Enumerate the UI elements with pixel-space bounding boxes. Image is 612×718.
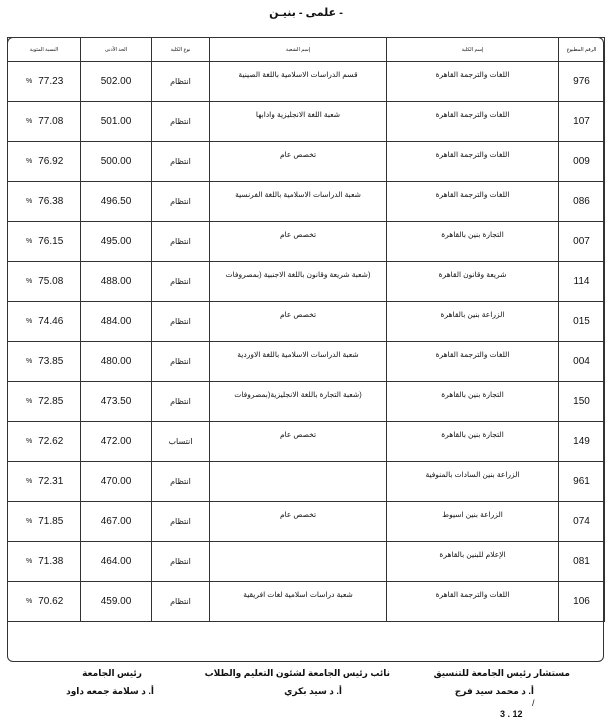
row-min-score: 500.00 (81, 142, 152, 182)
percent-value: 71.38 (38, 556, 64, 567)
percent-value: 76.15 (38, 236, 64, 247)
vp-title: نائب رئيس الجامعة لشئون التعليم والطلاب (204, 668, 390, 678)
row-division (210, 462, 387, 502)
row-min-score: 501.00 (81, 102, 152, 142)
header-code: الرقم المطبوع (559, 38, 605, 62)
percent-value: 71.85 (38, 516, 64, 527)
row-type: انتظام (152, 142, 210, 182)
row-type: انتظام (152, 262, 210, 302)
row-min-score: 473.50 (81, 382, 152, 422)
table-row (8, 62, 605, 102)
row-percent (8, 342, 81, 382)
row-percent (8, 182, 81, 222)
row-code: 081 (559, 542, 605, 582)
row-type: انتظام (152, 342, 210, 382)
row-division: تخصص عام (210, 222, 387, 262)
row-min-score: 496.50 (81, 182, 152, 222)
row-percent (8, 102, 81, 142)
table-row (8, 502, 605, 542)
table-row (8, 102, 605, 142)
table-row (8, 302, 605, 342)
table-row (8, 462, 605, 502)
row-code: 961 (559, 462, 605, 502)
percent-symbol: % (26, 198, 33, 205)
percent-value: 72.31 (38, 476, 64, 487)
row-percent (8, 382, 81, 422)
percent-value: 76.38 (38, 196, 64, 207)
row-division: تخصص عام (210, 502, 387, 542)
row-percent (8, 302, 81, 342)
row-type: انتظام (152, 102, 210, 142)
row-type: انتظام (152, 62, 210, 102)
row-college: التجارة بنين بالقاهرة (387, 422, 559, 462)
row-division (210, 542, 387, 582)
row-type: انتظام (152, 182, 210, 222)
percent-symbol: % (26, 78, 33, 85)
row-min-score: 502.00 (81, 62, 152, 102)
row-code: 007 (559, 222, 605, 262)
header-type: نوع الكلية (152, 38, 210, 62)
row-code: 086 (559, 182, 605, 222)
row-type: انتظام (152, 302, 210, 342)
percent-symbol: % (26, 518, 33, 525)
table-row (8, 222, 605, 262)
table-header-row (8, 38, 605, 62)
table-row (8, 262, 605, 302)
percent-value: 73.85 (38, 356, 64, 367)
row-type: انتظام (152, 382, 210, 422)
percent-symbol: % (26, 118, 33, 125)
header-percent: النسبة المئوية (8, 38, 81, 62)
percent-symbol: % (26, 558, 33, 565)
row-division: شعبة دراسات اسلامية لغات افريقية (210, 582, 387, 622)
percent-value: 77.08 (38, 116, 64, 127)
percent-value: 76.92 (38, 156, 64, 167)
row-college: التجارة بنين بالقاهرة (387, 222, 559, 262)
row-percent (8, 262, 81, 302)
row-percent (8, 222, 81, 262)
percent-symbol: % (26, 278, 33, 285)
percent-symbol: % (26, 238, 33, 245)
header-min-score: الحد الأدنى (81, 38, 152, 62)
row-division: قسم الدراسات الاسلامية باللغة الصينية (210, 62, 387, 102)
row-code: 114 (559, 262, 605, 302)
row-college: الزراعة بنين اسيوط (387, 502, 559, 542)
table-row (8, 542, 605, 582)
row-min-score: 495.00 (81, 222, 152, 262)
percent-symbol: % (26, 398, 33, 405)
row-code: 074 (559, 502, 605, 542)
coordinator-name: أ. د محمد سيد فرج (454, 686, 534, 696)
row-college: اللغات والترجمة القاهرة (387, 102, 559, 142)
row-college: التجارة بنين بالقاهرة (387, 382, 559, 422)
row-min-score: 484.00 (81, 302, 152, 342)
row-type: انتظام (152, 582, 210, 622)
percent-value: 72.85 (38, 396, 64, 407)
table-row (8, 142, 605, 182)
table-row (8, 582, 605, 622)
row-college: اللغات والترجمة القاهرة (387, 142, 559, 182)
table-row (8, 342, 605, 382)
percent-symbol: % (26, 158, 33, 165)
row-min-score: 488.00 (81, 262, 152, 302)
row-division: شعبة الدراسات الاسلامية باللغة الاوردية (210, 342, 387, 382)
row-division: تخصص عام (210, 302, 387, 342)
row-min-score: 459.00 (81, 582, 152, 622)
row-type: انتظام (152, 222, 210, 262)
row-college: اللغات والترجمة القاهرة (387, 582, 559, 622)
row-percent (8, 462, 81, 502)
row-type: انتساب (152, 422, 210, 462)
row-college: الزراعة بنين بالقاهرة (387, 302, 559, 342)
row-college: شريعة وقانون القاهرة (387, 262, 559, 302)
percent-value: 72.62 (38, 436, 64, 447)
row-percent (8, 142, 81, 182)
row-college: اللغات والترجمة القاهرة (387, 342, 559, 382)
coordinator-title: مستشار رئيس الجامعة للتنسيق (433, 668, 570, 678)
percent-symbol: % (26, 358, 33, 365)
vp-name: أ. د سيد بكري (284, 686, 342, 696)
row-college: اللغات والترجمة القاهرة (387, 62, 559, 102)
percent-value: 70.62 (38, 596, 64, 607)
row-percent (8, 502, 81, 542)
row-percent (8, 62, 81, 102)
row-division: (شعبة التجارة باللغة الانجليزية(بمصروفات (210, 382, 387, 422)
footer-slash: / (532, 698, 535, 708)
row-percent (8, 422, 81, 462)
row-college: اللغات والترجمة القاهرة (387, 182, 559, 222)
row-min-score: 472.00 (81, 422, 152, 462)
president-title: رئيس الجامعة (82, 668, 142, 678)
percent-symbol: % (26, 598, 33, 605)
header-college: إسم الكلية (387, 38, 559, 62)
row-type: انتظام (152, 542, 210, 582)
percent-symbol: % (26, 318, 33, 325)
row-code: 106 (559, 582, 605, 622)
row-division: تخصص عام (210, 422, 387, 462)
row-division: (شعبة شريعة وقانون باللغة الاجنبية (بمصروفات (210, 262, 387, 302)
row-percent (8, 542, 81, 582)
percent-symbol: % (26, 438, 33, 445)
row-college: الإعلام للبنين بالقاهرة (387, 542, 559, 582)
signature-names (0, 686, 612, 700)
row-min-score: 470.00 (81, 462, 152, 502)
page-title: - علمى - بنيـن (269, 7, 343, 19)
row-percent (8, 582, 81, 622)
row-division: تخصص عام (210, 142, 387, 182)
table-row (8, 422, 605, 462)
row-code: 015 (559, 302, 605, 342)
row-min-score: 467.00 (81, 502, 152, 542)
row-code: 004 (559, 342, 605, 382)
president-name: أ. د سلامة جمعه داود (66, 686, 154, 696)
row-code: 107 (559, 102, 605, 142)
results-table (7, 37, 605, 622)
row-division: شعبة اللغة الانجليزية وادابها (210, 102, 387, 142)
percent-symbol: % (26, 478, 33, 485)
row-division: شعبة الدراسات الاسلامية باللغة الفرنسية (210, 182, 387, 222)
row-code: 976 (559, 62, 605, 102)
row-type: انتظام (152, 462, 210, 502)
row-code: 009 (559, 142, 605, 182)
header-division: إسم الشعبة (210, 38, 387, 62)
percent-value: 77.23 (38, 76, 64, 87)
percent-value: 74.46 (38, 316, 64, 327)
row-min-score: 480.00 (81, 342, 152, 382)
table-row (8, 382, 605, 422)
row-min-score: 464.00 (81, 542, 152, 582)
footer-partial-text: 12 . 3 (500, 709, 523, 718)
table-row (8, 182, 605, 222)
row-college: الزراعة بنين السادات بالمنوفية (387, 462, 559, 502)
signature-titles (0, 668, 612, 682)
row-code: 149 (559, 422, 605, 462)
row-type: انتظام (152, 502, 210, 542)
row-code: 150 (559, 382, 605, 422)
percent-value: 75.08 (38, 276, 64, 287)
